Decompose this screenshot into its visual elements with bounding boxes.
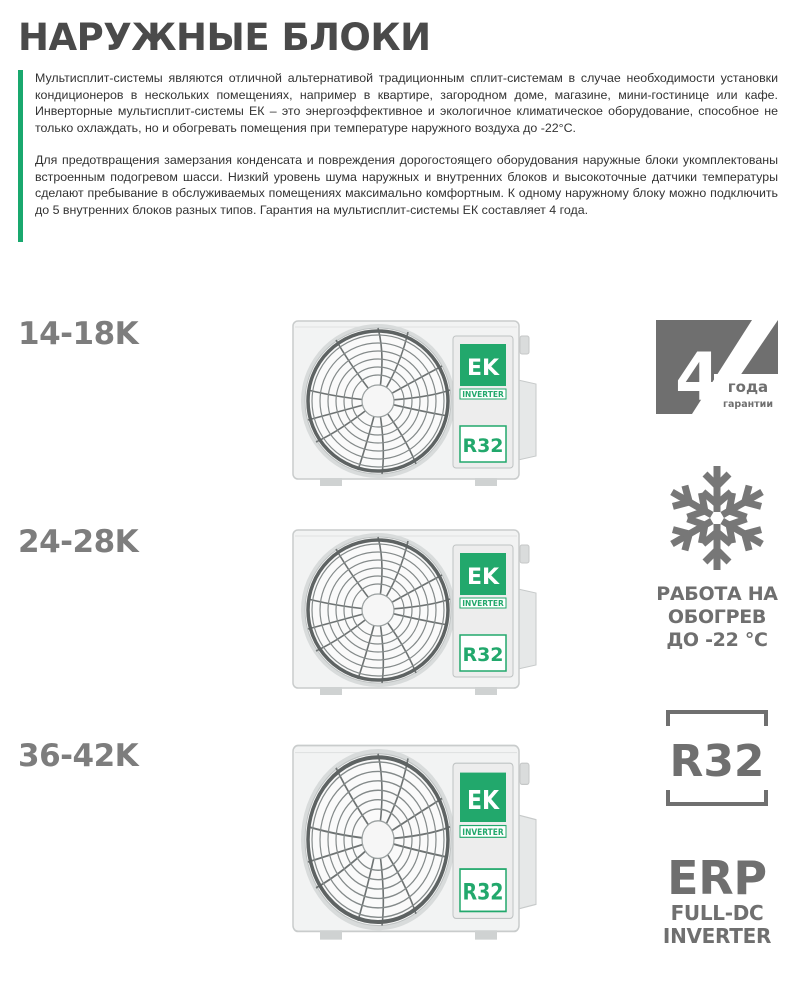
outdoor-unit-image-14-18k [290,318,540,488]
refrigerant-badge [656,706,778,810]
erp-line-2: FULL-DC [670,901,764,925]
unit-inverter-label: INVERTER [462,599,504,608]
warranty-word: года [727,378,769,396]
warranty-badge [656,320,778,414]
heating-line-2: ОБОГРЕВ [667,606,767,628]
page-title: НАРУЖНЫЕ БЛОКИ [18,16,431,59]
outdoor-unit-image-24-28k [290,527,540,697]
warranty-subword: гарантии [723,399,773,410]
intro-paragraph-2: Для предотвращения замерзания конденсата и повреждения дорогостоящего оборудования наружные блоки укомплектованы встроенным подогревом шасси. Низкий уровень шума наружных и внутренних блоков и высокоточные датчики температуры сделают пребывание в обслуживаемых помещениях максимально комфортным. К одному наружному блоку можно подключить до 5 внутренних блоков разных типов. Гарантия на мультисплит-системы ЕК составляет 4 года. [35,153,778,217]
unit-brand-logo: EK [466,785,500,816]
unit-refrigerant-label: R32 [462,879,504,906]
unit-refrigerant-label: R32 [462,644,504,666]
erp-line-3: INVERTER [662,924,772,948]
outdoor-unit-image-36-42k [290,742,540,942]
unit-inverter-label: INVERTER [462,390,504,399]
snowflake-icon [656,462,778,574]
erp-badge [656,851,778,954]
intro-paragraph-1: Мультисплит-системы являются отличной альтернативой традиционным сплит-системам в случае необходимости установки кондиционеров в нескольких помещениях, например в квартире, загородном доме, магазине, мини-гостинице или кафе. Инверторные мультисплит-системы ЕК – это энергоэффективное и экологичное климатическое оборудование, способное не только охлаждать, но и обогревать помещения при температуре наружного воздуха до -22°С. [35,71,778,135]
model-label-36-42k: 36-42K [18,738,139,774]
model-label-14-18k: 14-18K [18,316,139,352]
unit-refrigerant-label: R32 [462,435,504,457]
warranty-number: 4 [675,339,721,414]
heating-line-3: ДО -22 °С [666,629,768,651]
unit-brand-logo: EK [466,565,500,590]
heating-line-1: РАБОТА НА [656,583,778,605]
unit-brand-logo: EK [466,356,500,381]
intro-block [18,70,778,242]
model-label-24-28k: 24-28K [18,524,139,560]
erp-line-1: ERP [667,851,767,905]
unit-inverter-label: INVERTER [462,826,504,838]
refrigerant-badge-label: R32 [669,736,765,787]
heating-badge [656,462,778,652]
